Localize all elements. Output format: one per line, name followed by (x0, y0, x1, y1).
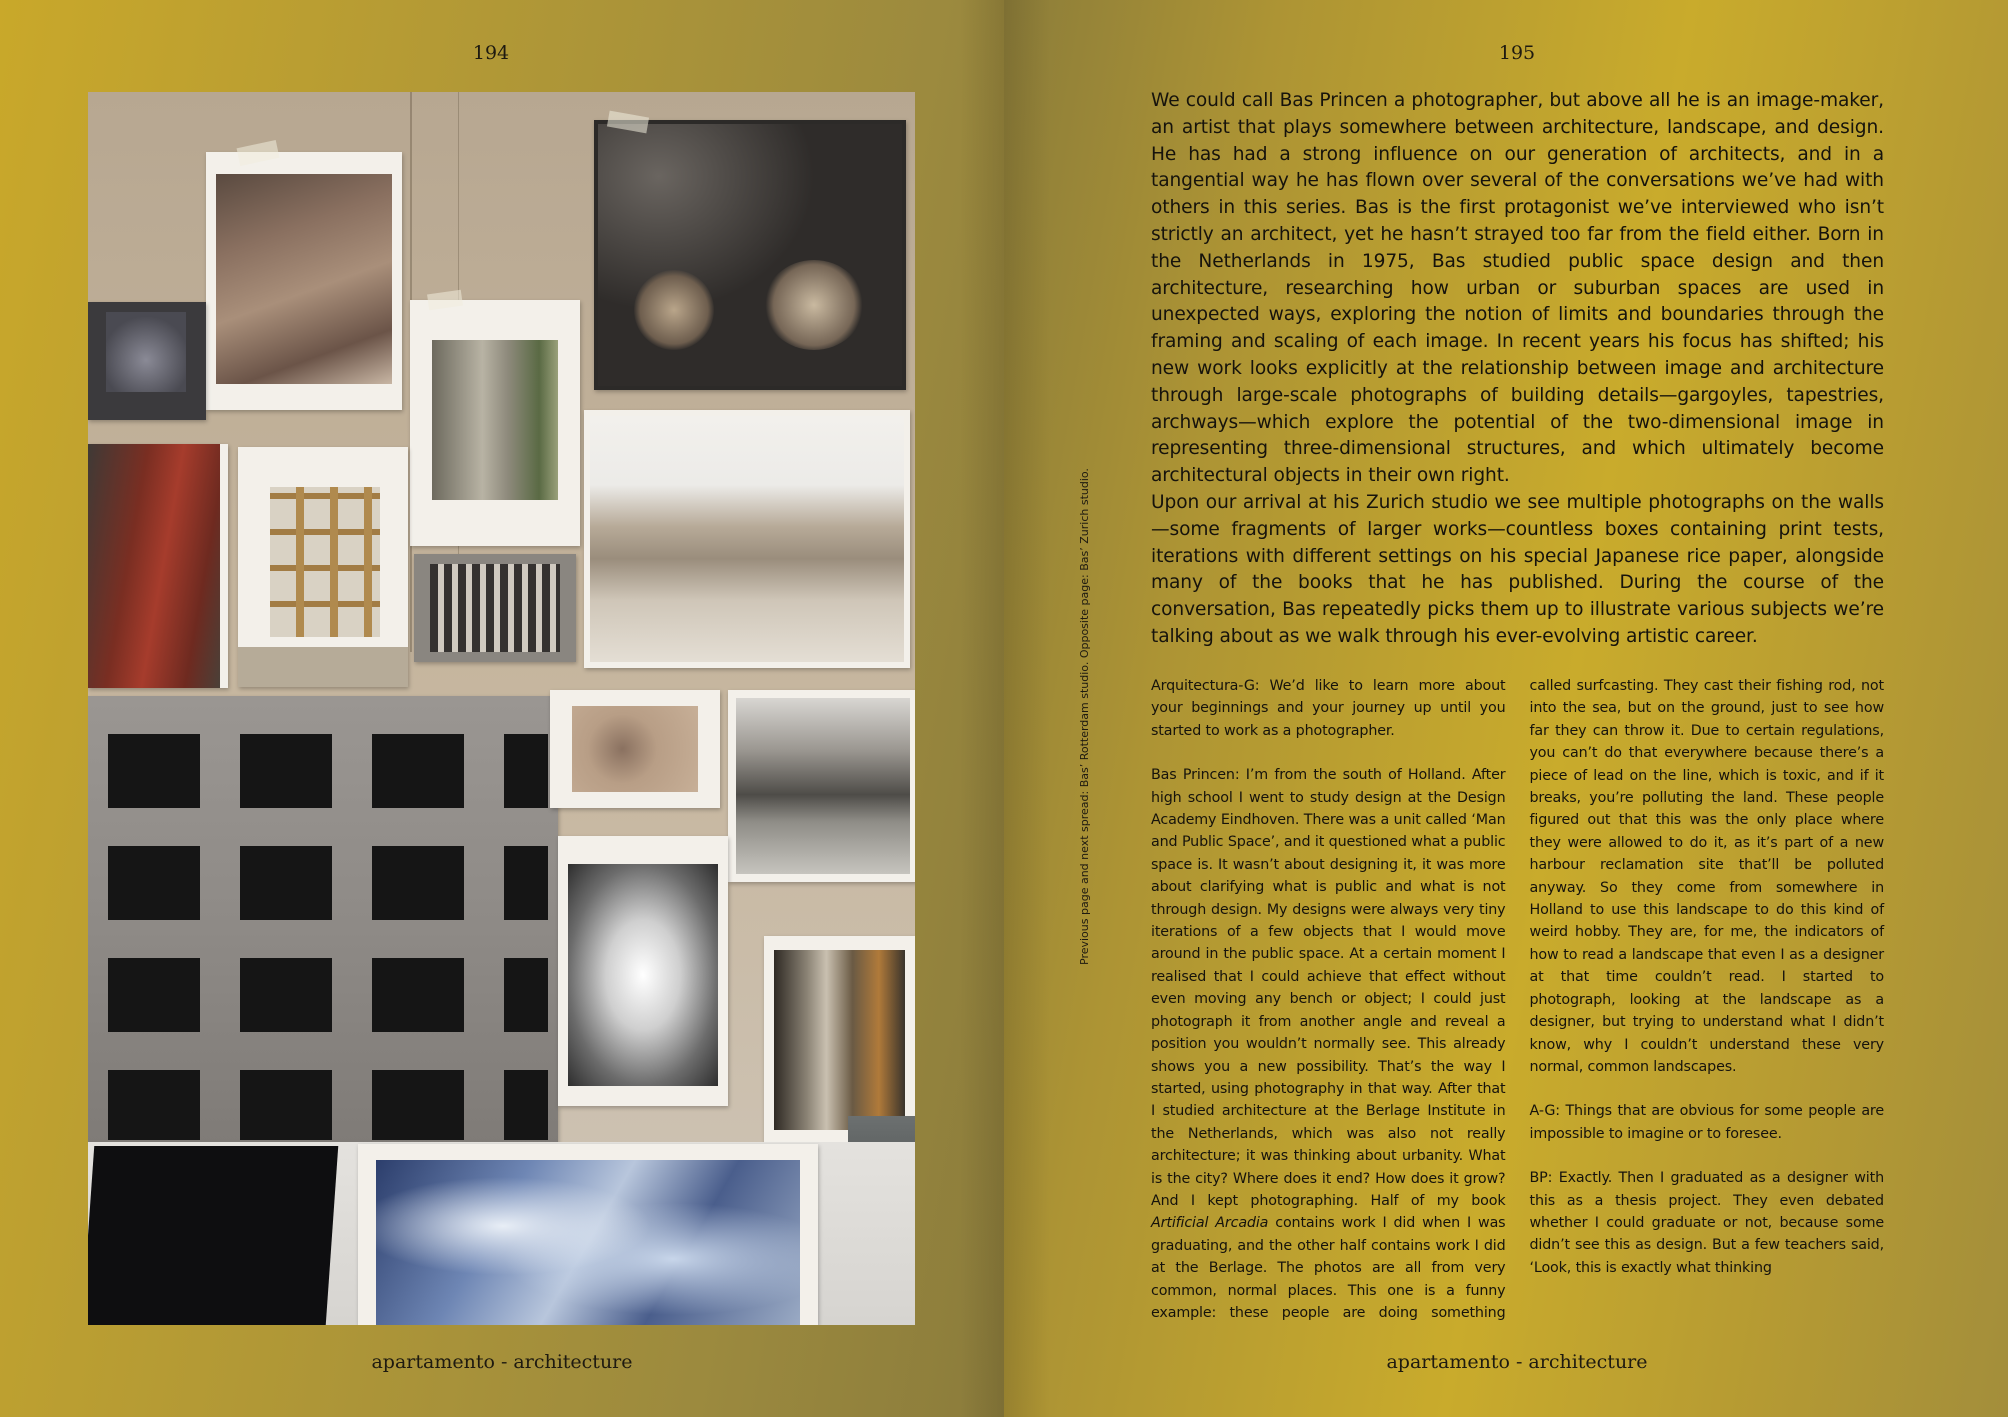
interview-question: Arquitectura-G: We’d like to learn more about your beginnings and your journey up until you started to work as a photographer. (1151, 678, 1506, 739)
answer-text: Bas Princen: I’m from the south of Holland. After high school I went to study design at the Design Academy Eindhoven. There was a unit called ‘Man and Public Space’, and it questioned what a public space is. It wasn’t about designing it, it was more about clarifying what is public and what is not through design. My designs were always very tiny iterations of a few objects that I would move around in the public space. At a certain moment I realised that I could achieve that effect without even moving any bench or object; I could just photograph it from another angle and reveal a position you wouldn’t normally see. This already shows you a new possibility. That’s the way I started, using photography in that way. After that I studied architecture at the Berlage Institute in the Netherlands, which was also not really architecture; it was thinking about urbanity. What is the city? Where does it end? How does it grow? And I kept photographing. Half of my book (1151, 767, 1506, 1209)
footer-title-left: apartamento - architecture (371, 1351, 633, 1373)
print-rock-formation (410, 300, 580, 546)
print-desert-dune (584, 410, 910, 668)
print-red-brick (88, 444, 228, 688)
interview-answer: BP: Exactly. Then I graduated as a designer with this as a thesis project. They even debated whether I could graduate or not, because some didn’t see this as design. But a few teachers said, ‘Look, this is exactly what thinking (1529, 1170, 1884, 1276)
print-brick-building (88, 696, 558, 1158)
print-sand-tracks (550, 690, 720, 808)
book-title: Artificial Arcadia (1151, 1215, 1269, 1232)
print-black-sheet (88, 1146, 338, 1325)
studio-wall-photo (88, 92, 915, 1325)
print-scaffolding (238, 447, 408, 687)
photo-caption: Previous page and next spread: Bas’ Rotterdam studio. Opposite page: Bas’ Zurich studio. (1078, 468, 1091, 965)
answer-text: contains work I did when I was graduating, and the other half contains work I did at the Berlage. The photos are all from very common, normal places. This one is a funny example: these people are doing something called surfcasting. They cast their fishing rod, not into the sea, but on the ground, just to see how far they can throw it. Due to certain regulations, you can’t do that everywhere because there’s a piece of lead on the line, which is toxic, and if it breaks, you’re polluting the land. These people figured out that this was the only place where they were allowed to do it, as it’s part of a new harbour reclamation site that’ll be polluted anyway. So they come from somewhere in Holland to use this landscape to do this kind of weird hobby. They are, for me, the indicators of how to read a landscape that even I as a designer at that time couldn’t read. I started to photograph, looking at the landscape as a designer, but trying to understand what I didn’t know, why I couldn’t understand these very normal, common landscapes. (1151, 678, 1884, 1321)
page-number-left: 194 (472, 42, 510, 64)
interview-question: A-G: Things that are obvious for some people are impossible to imagine or to foresee. (1529, 1103, 1884, 1142)
print-rock-pillars (764, 936, 915, 1146)
intro-paragraph: We could call Bas Princen a photographer, but above all he is an image-maker, an artist that plays somewhere between architecture, landscape, and design. He has had a strong influence on our generation of architects, and in a tangential way he has flown over several of the conversations we’ve had with others in this series. Bas is the first protagonist we’ve interviewed who isn’t strictly an architect, yet he hasn’t strayed too far from the field either. Born in the Netherlands in 1975, Bas studied public space design and then architecture, researching how urban or suburban spaces are used in unexpected ways, exploring the notion of limits and boundaries through the framing and scaling of each image. In recent years his focus has shifted; his new work looks explicitly at the relationship between image and architecture through large-scale photographs of building details—gargoyles, tapestries, archways—which explore the potential of the two-dimensional image in representing three-dimensional structures, and which ultimately become architectural objects in their own right. (1151, 90, 1884, 487)
print-blue-abstract (358, 1144, 818, 1325)
intro-paragraph: Upon our arrival at his Zurich studio we see multiple photographs on the walls—some fragments of larger works—countless boxes containing print tests, iterations with different settings on his special Japanese rice paper, alongside many of the books that he has published. During the course of the conversation, Bas repeatedly picks them up to illustrate various subjects we’re talking about as we walk through his ever-evolving artistic career. (1151, 491, 1884, 647)
footer-title-right: apartamento - architecture (1386, 1351, 1648, 1373)
page-number-right: 195 (1498, 42, 1536, 64)
print-ornate-ceiling (594, 120, 906, 390)
interview-columns (1151, 675, 1884, 1325)
print-quarry (206, 152, 402, 410)
print-quarry-landscape (728, 690, 915, 882)
print-grid-building (414, 554, 576, 662)
print-white-foliage (558, 836, 728, 1106)
article-intro (1151, 88, 1884, 651)
print-castle (88, 302, 206, 420)
